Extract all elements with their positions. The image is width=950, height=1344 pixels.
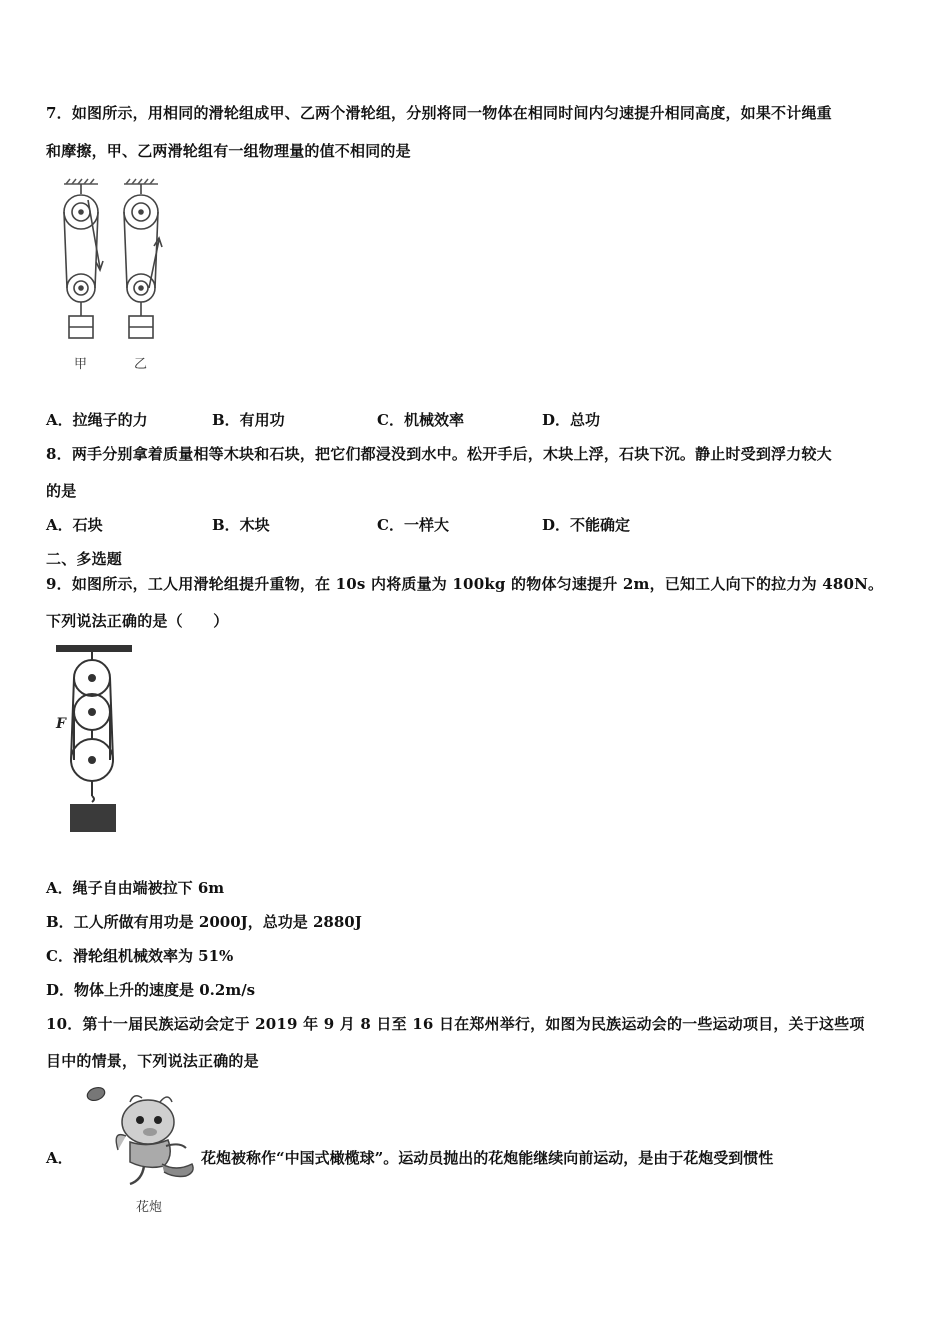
q9-force-label: F bbox=[56, 716, 66, 732]
q7-option-a[interactable]: A．拉绳子的力 bbox=[46, 411, 148, 429]
q9-stem-line1: 9．如图所示，工人用滑轮组提升重物，在 10s 内将质量为 100kg 的物体匀速提升 2m，已知工人向下的拉力为 480N。 bbox=[46, 575, 884, 593]
q7-stem-line2: 和摩擦，甲、乙两滑轮组有一组物理量的值不相同的是 bbox=[46, 142, 411, 160]
q8-stem-line2: 的是 bbox=[46, 482, 77, 500]
q9-pulley-figure bbox=[52, 642, 142, 838]
q10-stem-line1: 10．第十一届民族运动会定于 2019 年 9 月 8 日至 16 日在郑州举行，如图为民族运动会的一些运动项目，关于这些项 bbox=[46, 1015, 865, 1033]
q7-label-jia: 甲 bbox=[74, 357, 88, 372]
q10-figure-caption: 花炮 bbox=[136, 1200, 163, 1215]
q10-stem-line2: 目中的情景，下列说法正确的是 bbox=[46, 1052, 259, 1070]
q8-option-c[interactable]: C．一样大 bbox=[377, 516, 449, 534]
q7-option-c[interactable]: C．机械效率 bbox=[377, 411, 464, 429]
q9-option-a[interactable]: A．绳子自由端被拉下 6m bbox=[46, 879, 225, 897]
q9-stem-line2: 下列说法正确的是（ ） bbox=[46, 612, 229, 630]
q10-option-a-letter[interactable]: A． bbox=[46, 1149, 73, 1167]
q8-stem-line1: 8．两手分别拿着质量相等木块和石块，把它们都浸没到水中。松开手后，木块上浮，石块下沉。静止时受到浮力较大 bbox=[46, 445, 832, 463]
q7-option-d[interactable]: D．总功 bbox=[542, 411, 601, 429]
q9-option-d[interactable]: D．物体上升的速度是 0.2m/s bbox=[46, 981, 256, 999]
q7-label-yi: 乙 bbox=[134, 357, 148, 372]
q8-option-d[interactable]: D．不能确定 bbox=[542, 516, 631, 534]
q8-option-a[interactable]: A．石块 bbox=[46, 516, 103, 534]
q9-option-c[interactable]: C．滑轮组机械效率为 51% bbox=[46, 947, 234, 965]
q10-option-a-text[interactable]: 花炮被称作“中国式橄榄球”。运动员抛出的花炮能继续向前运动，是由于花炮受到惯性 bbox=[201, 1149, 774, 1167]
q7-option-b[interactable]: B．有用功 bbox=[212, 411, 285, 429]
q7-pulley-figure bbox=[58, 178, 178, 378]
q10-huapao-figure bbox=[80, 1080, 202, 1220]
q7-stem-line1: 7．如图所示，用相同的滑轮组成甲、乙两个滑轮组，分别将同一物体在相同时间内匀速提升相同高度，如果不计绳重 bbox=[46, 104, 832, 122]
section-heading-multi-choice: 二、多选题 bbox=[46, 550, 123, 568]
q9-option-b[interactable]: B．工人所做有用功是 2000J，总功是 2880J bbox=[46, 913, 362, 931]
q8-option-b[interactable]: B．木块 bbox=[212, 516, 270, 534]
